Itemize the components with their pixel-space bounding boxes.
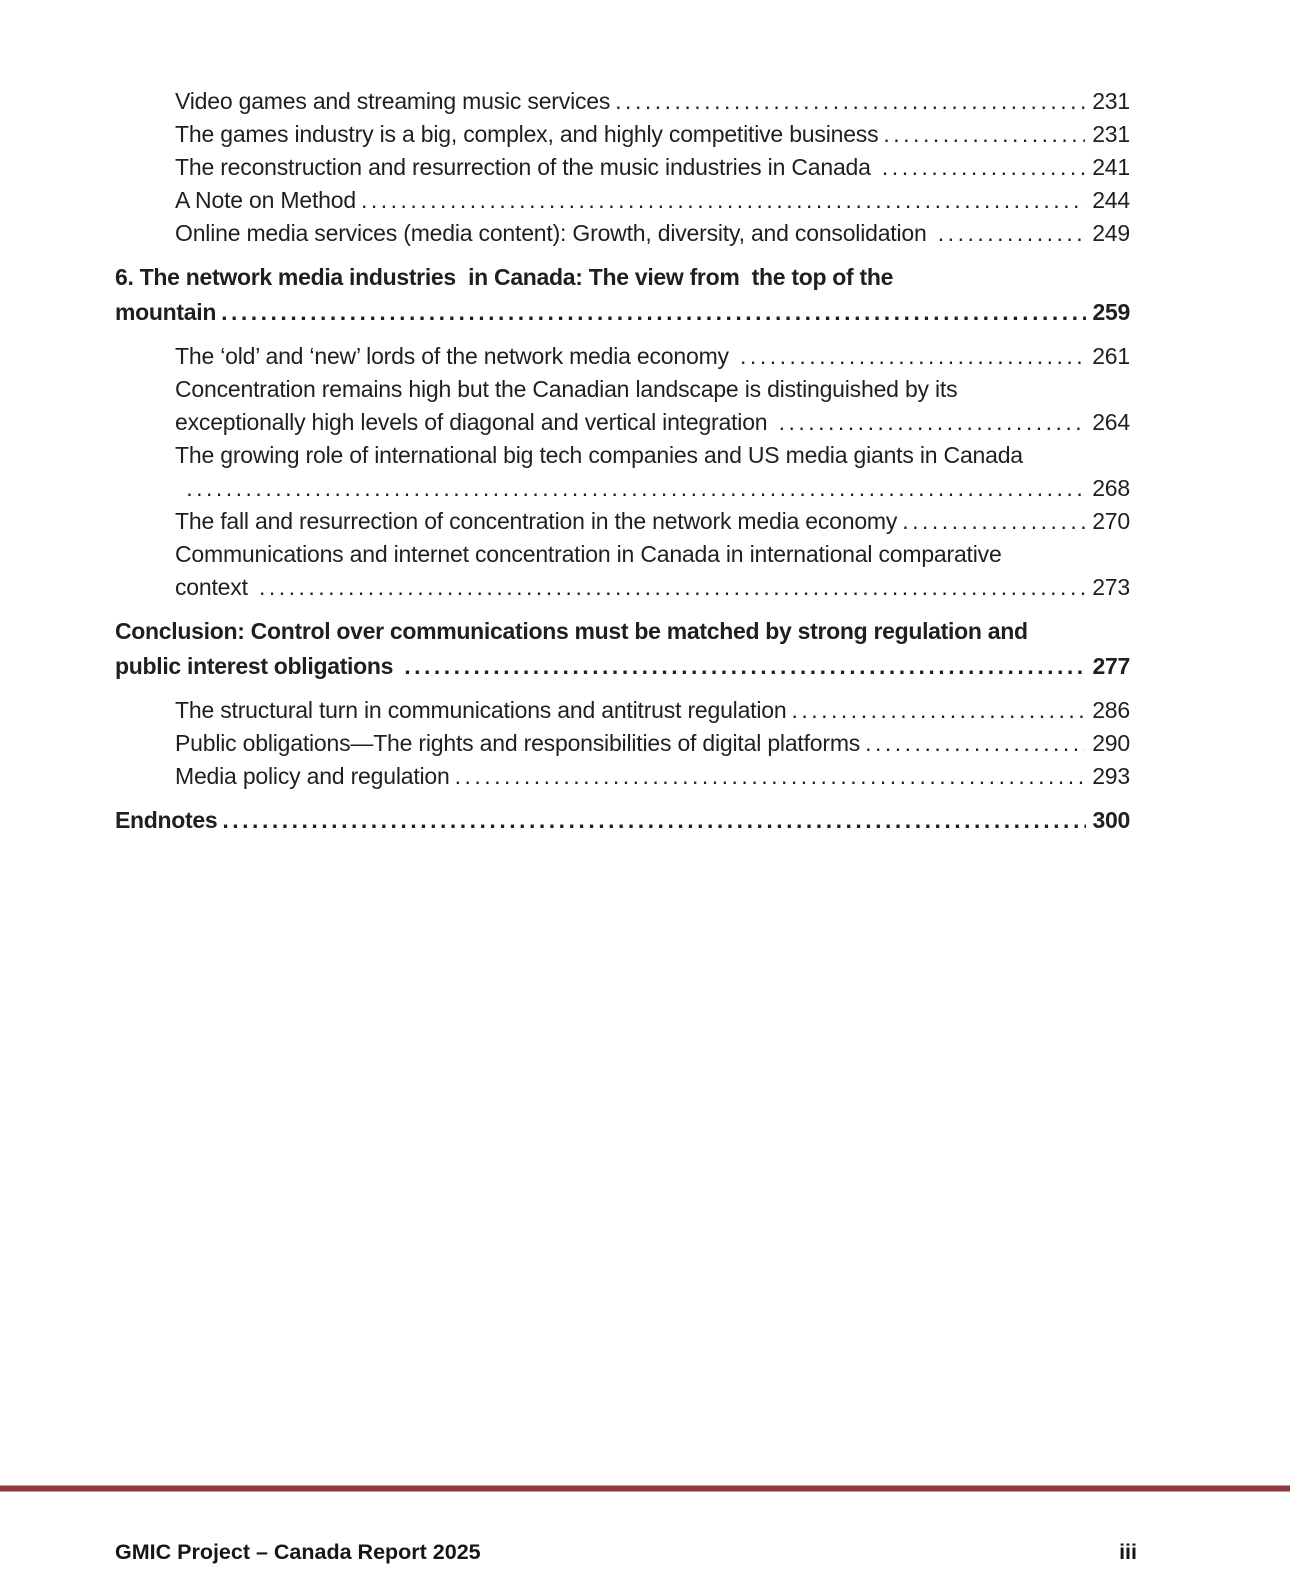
footer-page-number: iii [1119, 1540, 1137, 1564]
toc-entry [115, 118, 1130, 151]
toc-section-heading [115, 295, 1130, 330]
toc-entry-text: public interest obligations [115, 653, 400, 679]
toc-entry-text: Public obligations—The rights and responsibilities of digital platforms [175, 730, 861, 756]
toc-leader-dots [222, 803, 1085, 838]
toc-page-number: 270 [1092, 508, 1130, 534]
toc-entry-text: Online media services (media content): Growth, diversity, and consolidation [175, 220, 933, 246]
toc-entry [115, 439, 1130, 472]
toc-entry [115, 727, 1130, 760]
toc-leader-dots [902, 505, 1085, 538]
toc-entry [115, 151, 1130, 184]
toc-page-number: 259 [1092, 299, 1130, 325]
toc-entry [115, 340, 1130, 373]
toc-page-number: 277 [1092, 653, 1130, 679]
toc-entry [115, 505, 1130, 538]
toc-page-number: 290 [1092, 730, 1130, 756]
toc-entry [115, 217, 1130, 250]
toc-leader-dots [404, 649, 1085, 684]
table-of-contents [115, 85, 1130, 838]
toc-page-number: 231 [1092, 88, 1130, 114]
toc-leader-dots [361, 184, 1085, 217]
toc-page-number: 264 [1092, 409, 1130, 435]
toc-entry-text: The games industry is a big, complex, and highly competitive business [175, 121, 879, 147]
toc-entry-text: A Note on Method [175, 187, 356, 213]
toc-page-number: 300 [1092, 807, 1130, 833]
toc-page-number: 268 [1092, 475, 1130, 501]
toc-entry [115, 760, 1130, 793]
toc-section-heading [115, 260, 1130, 295]
toc-page-number: 231 [1092, 121, 1130, 147]
toc-leader-dots [455, 760, 1086, 793]
toc-leader-dots [221, 295, 1085, 330]
toc-leader-dots [938, 217, 1085, 250]
toc-entry-text: Communications and internet concentration in Canada in international comparative [175, 541, 1002, 567]
toc-entry-text: The ‘old’ and ‘new’ lords of the network media economy [175, 343, 736, 369]
toc-leader-dots [883, 118, 1085, 151]
toc-entry-text: context [175, 574, 254, 600]
toc-leader-dots [615, 85, 1085, 118]
toc-section-heading [115, 649, 1130, 684]
toc-entry [115, 85, 1130, 118]
toc-entry [115, 472, 1130, 505]
toc-page-number: 261 [1092, 343, 1130, 369]
toc-section-heading [115, 614, 1130, 649]
toc-entry-text: The structural turn in communications and antitrust regulation [175, 697, 787, 723]
toc-entry [115, 184, 1130, 217]
toc-leader-dots [186, 472, 1085, 505]
toc-entry-text: Concentration remains high but the Canadian landscape is distinguished by its [175, 376, 958, 402]
toc-leader-dots [882, 151, 1085, 184]
toc-section-heading [115, 803, 1130, 838]
toc-entry-text: The fall and resurrection of concentration in the network media economy [175, 508, 898, 534]
toc-entry [115, 571, 1130, 604]
page-footer [115, 1540, 1137, 1565]
toc-leader-dots [740, 340, 1085, 373]
toc-page-number: 293 [1092, 763, 1130, 789]
toc-leader-dots [259, 571, 1085, 604]
toc-entry-text: The reconstruction and resurrection of the music industries in Canada [175, 154, 877, 180]
toc-page-number: 244 [1092, 187, 1130, 213]
toc-page-number: 241 [1092, 154, 1130, 180]
toc-page-number: 286 [1092, 697, 1130, 723]
toc-page-number: 249 [1092, 220, 1130, 246]
toc-entry-text [175, 472, 181, 505]
toc-entry-text: exceptionally high levels of diagonal and vertical integration [175, 409, 774, 435]
toc-page-number: 273 [1092, 574, 1130, 600]
toc-entry [115, 538, 1130, 571]
toc-leader-dots [791, 694, 1085, 727]
footer-brand: GMIC Project – Canada Report 2025 [115, 1540, 481, 1564]
toc-leader-dots [779, 406, 1086, 439]
toc-entry-text: 6. The network media industries in Canada: The view from the top of the [115, 264, 894, 290]
toc-leader-dots [865, 727, 1085, 760]
toc-entry [115, 406, 1130, 439]
toc-entry-text: Video games and streaming music services [175, 88, 611, 114]
toc-entry-text: mountain [115, 299, 217, 325]
toc-entry-text: Media policy and regulation [175, 763, 450, 789]
toc-entry-text: Endnotes [115, 807, 218, 833]
toc-entry [115, 373, 1130, 406]
toc-entry [115, 694, 1130, 727]
toc-entry-text: Conclusion: Control over communications must be matched by strong regulation and [115, 618, 1028, 644]
toc-entry-text: The growing role of international big tech companies and US media giants in Canada [175, 442, 1023, 468]
footer-rule [0, 1486, 1290, 1491]
